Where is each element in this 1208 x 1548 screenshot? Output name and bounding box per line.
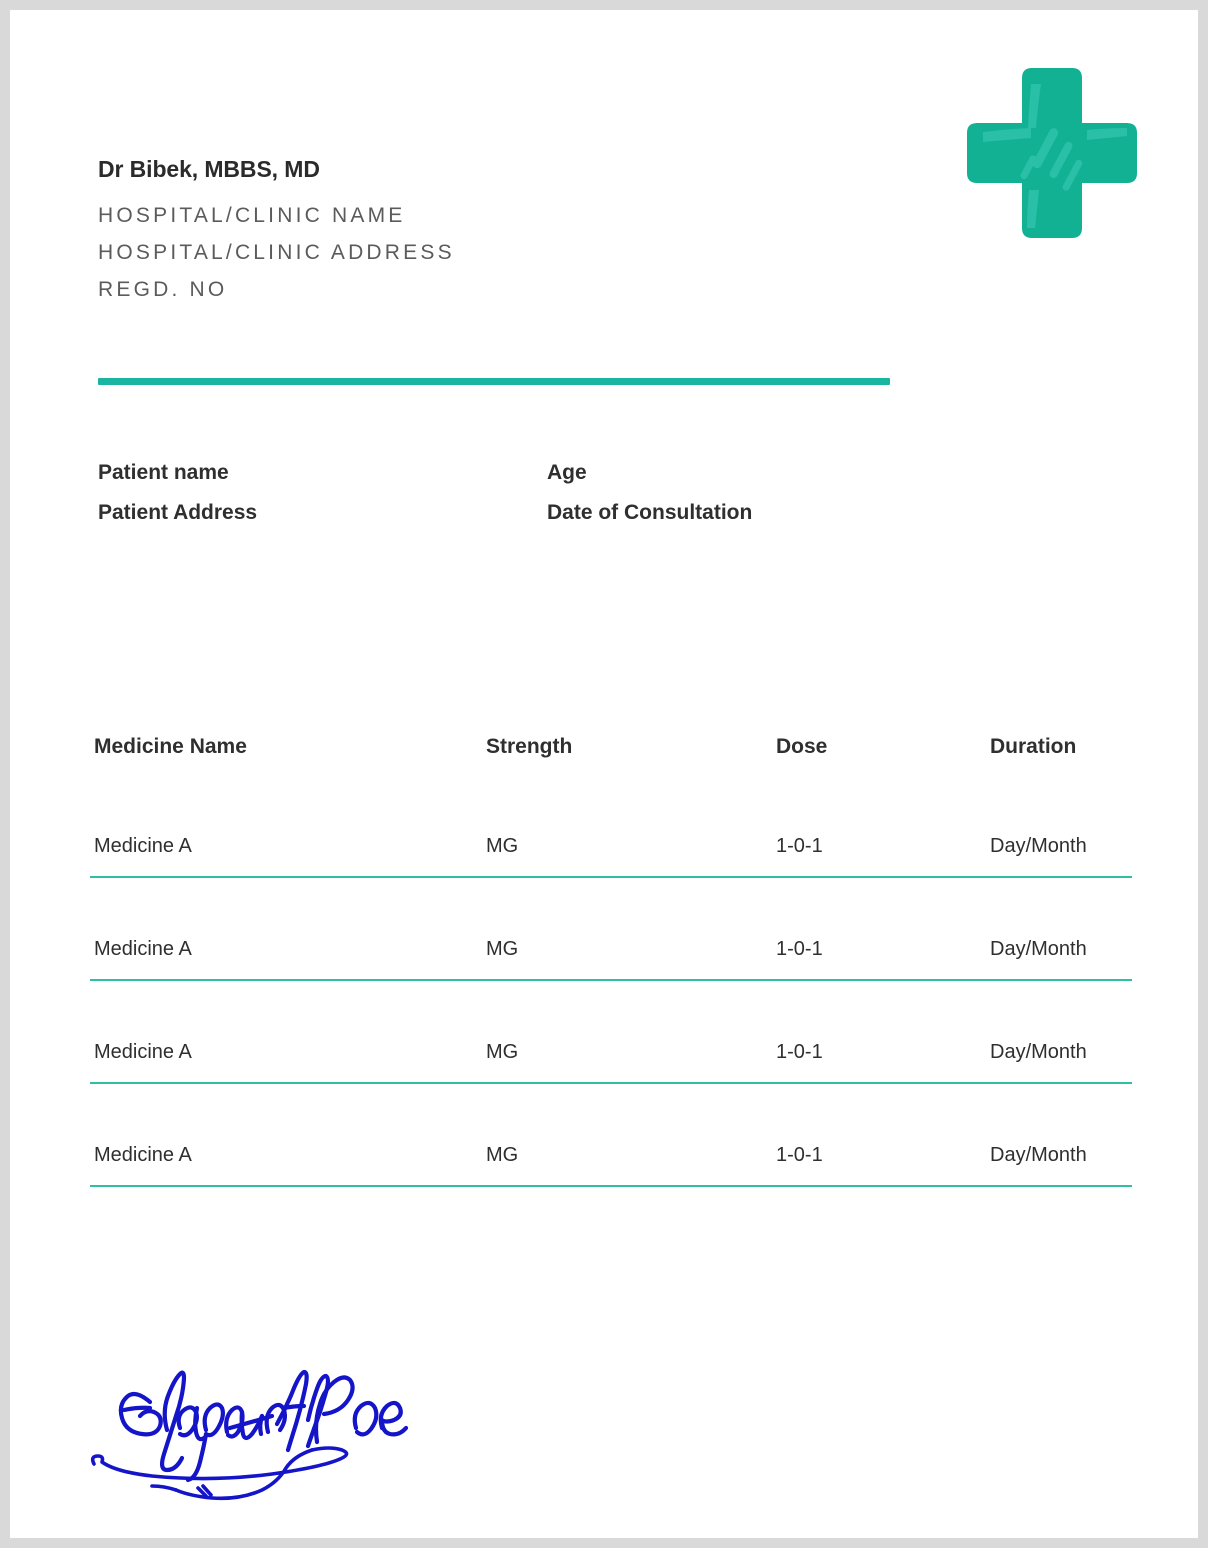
column-header-strength: Strength — [486, 735, 573, 758]
patient-age-label: Age — [547, 461, 587, 484]
letterhead — [98, 156, 455, 308]
column-header-dose: Dose — [776, 735, 828, 758]
table-header-row — [90, 735, 1132, 775]
cell-duration: Day/Month — [990, 1040, 1087, 1063]
clinic-address: HOSPITAL/CLINIC ADDRESS — [98, 241, 455, 264]
column-header-duration: Duration — [990, 735, 1077, 758]
signature-icon — [72, 1346, 452, 1506]
cell-dose: 1-0-1 — [776, 1040, 823, 1063]
cell-dose: 1-0-1 — [776, 937, 823, 960]
prescription-page — [10, 10, 1198, 1538]
cell-medicine-name: Medicine A — [94, 1040, 192, 1063]
patient-row-2 — [98, 493, 1098, 533]
cell-strength: MG — [486, 1040, 519, 1063]
consultation-date-label: Date of Consultation — [547, 501, 753, 524]
cell-strength: MG — [486, 937, 519, 960]
table-row — [90, 1125, 1132, 1187]
cell-duration: Day/Month — [990, 937, 1087, 960]
table-row — [90, 919, 1132, 981]
medical-cross-icon — [965, 66, 1139, 240]
doctor-name: Dr Bibek, MBBS, MD — [98, 156, 320, 182]
clinic-name: HOSPITAL/CLINIC NAME — [98, 204, 406, 227]
prescription-table — [90, 735, 1132, 1187]
cell-medicine-name: Medicine A — [94, 937, 192, 960]
patient-name-label: Patient name — [98, 461, 229, 484]
patient-info-block — [98, 453, 1098, 533]
cell-duration: Day/Month — [990, 1143, 1087, 1166]
patient-address-label: Patient Address — [98, 501, 258, 524]
column-header-medicine-name: Medicine Name — [94, 735, 247, 758]
cell-duration: Day/Month — [990, 834, 1087, 857]
cell-strength: MG — [486, 834, 519, 857]
table-row — [90, 816, 1132, 878]
cell-medicine-name: Medicine A — [94, 1143, 192, 1166]
cell-strength: MG — [486, 1143, 519, 1166]
patient-row-1 — [98, 453, 1098, 493]
cell-dose: 1-0-1 — [776, 834, 823, 857]
regd-no: REGD. NO — [98, 278, 228, 301]
cell-medicine-name: Medicine A — [94, 834, 192, 857]
header-divider — [98, 378, 890, 385]
table-row — [90, 1022, 1132, 1084]
cell-dose: 1-0-1 — [776, 1143, 823, 1166]
